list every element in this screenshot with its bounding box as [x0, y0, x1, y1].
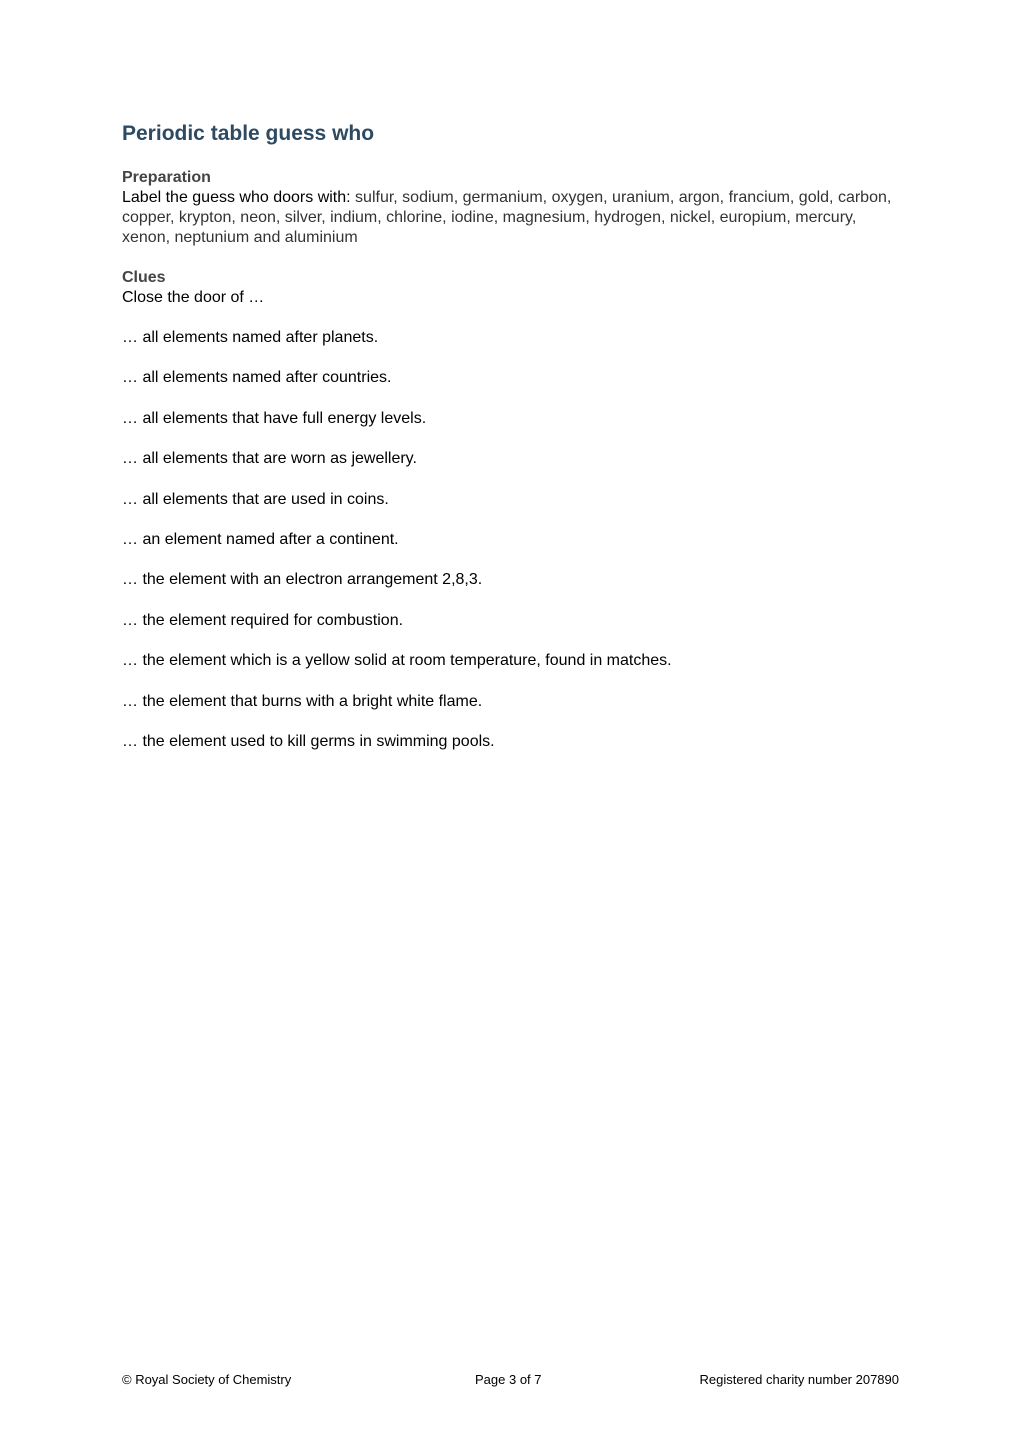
clue-item: … all elements that have full energy levels. [122, 409, 427, 427]
clue-item: … all elements that are worn as jewellery. [122, 450, 417, 468]
preparation-element-list: sulfur, sodium, germanium, oxygen, uranium, argon, francium, gold, carbon, copper, krypton, neon, silver, indium, chlorine, iodine, magnesium, hydrogen, nickel, europium, mercury, xenon, neptunium and aluminium [122, 189, 892, 246]
clue-list [122, 328, 902, 772]
clue-item: … the element that burns with a bright white flame. [122, 692, 483, 710]
preparation-text [122, 188, 902, 248]
page-title: Periodic table guess who [122, 122, 375, 145]
clue-item: … the element required for combustion. [122, 611, 404, 629]
preparation-lead: Label the guess who doors with: [122, 189, 351, 206]
clue-item: … all elements named after countries. [122, 369, 392, 387]
clue-item: … the element used to kill germs in swimming pools. [122, 732, 495, 750]
clues-heading: Clues [122, 269, 166, 286]
page-footer [122, 1371, 899, 1389]
clue-item: … all elements that are used in coins. [122, 490, 389, 508]
clue-item: … all elements named after planets. [122, 329, 379, 346]
clues-intro: Close the door of … [122, 289, 265, 306]
footer-page-number: Page 3 of 7 [475, 1372, 542, 1387]
footer-copyright: © Royal Society of Chemistry [122, 1372, 292, 1387]
clue-item: … the element with an electron arrangement 2,8,3. [122, 571, 483, 589]
clue-item: … the element which is a yellow solid at room temperature, found in matches. [122, 652, 672, 670]
footer-charity-number: Registered charity number 207890 [699, 1372, 899, 1387]
clue-item: … an element named after a continent. [122, 530, 399, 548]
preparation-heading: Preparation [122, 169, 211, 186]
